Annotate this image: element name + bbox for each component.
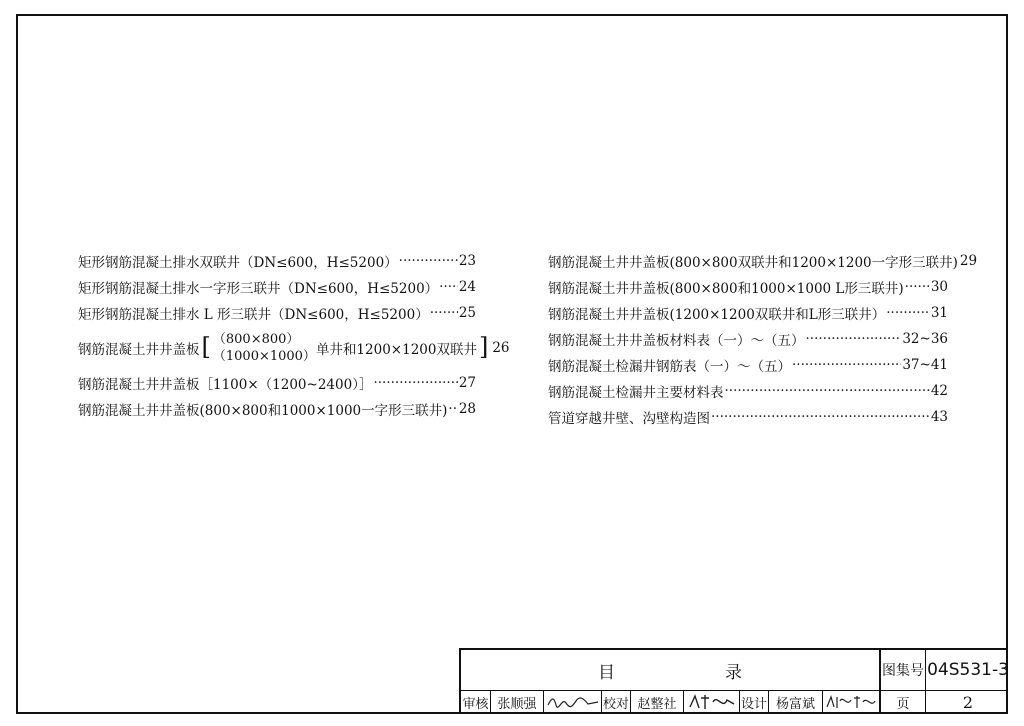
left-bracket: [	[201, 333, 211, 361]
toc-right-column	[548, 248, 978, 430]
right-bracket: ]	[478, 333, 489, 361]
toc-entry[interactable]	[548, 300, 948, 326]
toc-entry-title: 矩形钢筋混凝土排水 L 形三联井（DN≤600，H≤5200）	[78, 307, 429, 323]
leader-dots	[905, 279, 930, 295]
toc-entry-page: 32~36	[902, 331, 948, 347]
leader-dots	[886, 305, 930, 321]
title-block	[459, 648, 1008, 714]
toc-entry[interactable]	[548, 404, 948, 430]
toc-entry-page: 26	[492, 340, 510, 356]
toc-entry-title: 钢筋混凝土井井盖板(800×800双联井和1200×1200一字形三联井)	[548, 255, 958, 271]
toc-entry-page: 29	[959, 253, 978, 269]
review-label: 审核	[462, 696, 489, 712]
designer-name: 杨富斌	[768, 690, 822, 714]
toc-entry-page: 42	[930, 383, 948, 399]
toc-entry-page: 37~41	[902, 357, 948, 373]
check-label: 校对	[601, 690, 630, 714]
toc-entry-page: 28	[458, 401, 476, 417]
leader-dots	[439, 279, 458, 295]
leader-dots	[448, 401, 457, 417]
drawing-title	[461, 650, 879, 690]
toc-entry[interactable]	[548, 326, 948, 352]
size-stack	[213, 331, 316, 365]
leader-dots	[792, 357, 901, 373]
toc-entry[interactable]	[78, 248, 476, 274]
toc-entry-page: 25	[458, 305, 476, 321]
toc-entry-title: 钢筋混凝土井井盖板(800×800和1000×1000一字形三联井)	[78, 403, 448, 419]
page-number: 2	[925, 690, 1010, 714]
toc-entry[interactable]	[78, 370, 476, 396]
toc-entry-page: 24	[458, 279, 476, 295]
toc-entry-title-post: 单井和1200×1200双联井	[315, 342, 477, 358]
toc-entry-title: 钢筋混凝土检漏井钢筋表（一）～（五）	[548, 359, 791, 375]
toc-entry-page: 31	[930, 305, 948, 321]
toc-entry[interactable]	[548, 274, 948, 300]
title-block-bottom-row	[461, 690, 1008, 714]
leader-dots	[711, 409, 930, 425]
atlas-label: 图集号	[879, 650, 925, 690]
toc-entry[interactable]	[548, 352, 948, 378]
toc-entry-title: 钢筋混凝土井井盖板(800×800和1000×1000 L形三联井)	[548, 281, 904, 297]
checker-name: 赵整社	[630, 690, 683, 714]
reviewer-name: 张顺强	[490, 690, 543, 714]
designer-signature	[822, 690, 879, 714]
leader-dots	[430, 305, 458, 321]
toc-entry-title: 钢筋混凝土检漏井主要材料表	[548, 385, 724, 401]
toc-entry-title: 矩形钢筋混凝土排水双联井（DN≤600，H≤5200）	[78, 255, 398, 271]
toc-entry[interactable]	[78, 396, 476, 422]
toc-left-column	[78, 248, 510, 422]
page-label: 页	[879, 690, 925, 714]
size-top: （800×800）	[212, 332, 300, 347]
toc-entry-title: 钢筋混凝土井井盖板［1100×（1200~2400）］	[78, 377, 373, 393]
toc-entry[interactable]	[78, 274, 476, 300]
toc-entry-title	[78, 331, 490, 365]
toc-entry-page: 27	[458, 375, 476, 391]
signature-scribble-icon	[825, 693, 877, 711]
toc-entry[interactable]	[78, 326, 510, 370]
toc-entry-page: 43	[930, 409, 948, 425]
toc-entry-page: 30	[930, 279, 948, 295]
toc-entry-title: 管道穿越井壁、沟壁构造图	[548, 411, 710, 427]
design-label: 设计	[739, 690, 768, 714]
reviewer-signature	[543, 690, 601, 714]
atlas-number	[925, 650, 1010, 690]
title-char-1: 目	[598, 662, 615, 683]
title-char-2: 录	[725, 662, 742, 683]
leader-dots	[725, 383, 930, 399]
signature-scribble-icon	[687, 692, 737, 712]
toc-entry[interactable]	[78, 300, 476, 326]
toc-entry-title: 矩形钢筋混凝土排水一字形三联井（DN≤600，H≤5200）	[78, 281, 439, 297]
signature-scribble-icon	[546, 693, 600, 711]
toc-entry[interactable]	[548, 248, 978, 274]
toc-entry-title: 钢筋混凝土井井盖板(1200×1200双联井和L形三联井）	[548, 307, 886, 323]
toc-entry-title-pre: 钢筋混凝土井井盖板	[78, 342, 200, 358]
atlas-number-text: 04S531-3	[927, 660, 1009, 680]
leader-dots	[373, 375, 457, 391]
leader-dots	[399, 253, 458, 269]
title-block-top-row	[461, 650, 1008, 691]
leader-dots	[806, 331, 902, 347]
size-bottom: （1000×1000）	[212, 349, 316, 364]
checker-signature	[683, 690, 739, 714]
toc-entry-title: 钢筋混凝土井井盖板材料表（一）～（五）	[548, 333, 805, 349]
toc-entry-page: 23	[458, 253, 476, 269]
toc-entry[interactable]	[548, 378, 948, 404]
